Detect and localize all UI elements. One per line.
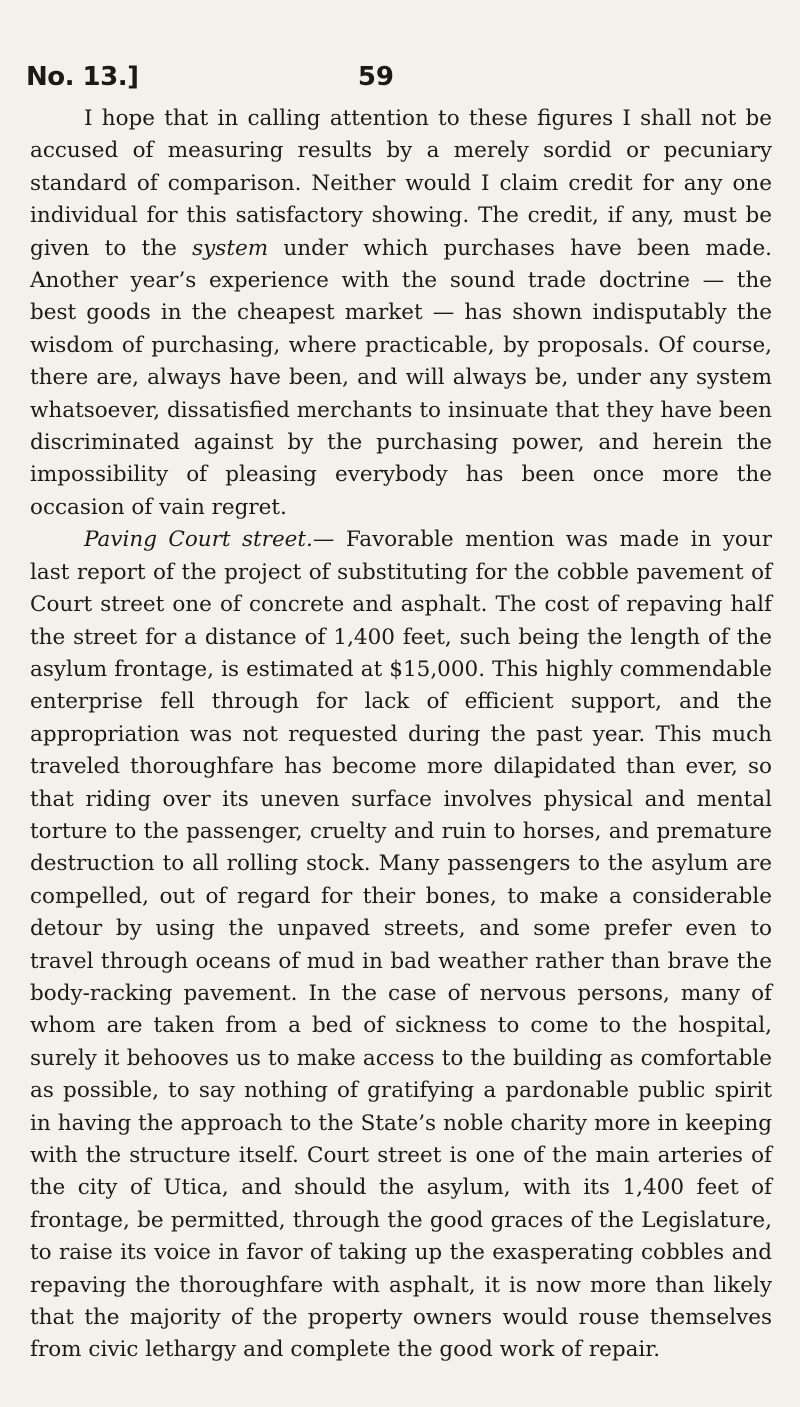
emphasis-system: system [192, 235, 269, 261]
body-text [30, 103, 772, 1367]
paragraph-paving-court-street [30, 524, 772, 1367]
paragraph-text: under which purchases have been made. Another year’s experience with the sound trade doctrine — the best goods in the cheapest market — has shown indisputably the wisdom of purchasing, where practicable, by proposals. Of course, there are, always have been, and will always be, under any system whatsoever, dissatisfied merchants to insinuate that they have been discriminated against by the purchasing power, and herein the impossibility of pleasing everybody has been once more the occasion of vain regret. [30, 235, 773, 520]
paragraph-text: — Favorable mention was made in your last report of the project of substituting for the cobble pavement of Court street one of concrete and asphalt. The cost of repaving half the street for a distance of 1,400 feet, such being the length of the asylum frontage, is estimated at $15,000. This highly commendable enterprise fell through for lack of efficient support, and the appropriation was not requested during the past year. This much traveled thoroughfare has become more dilapidated than ever, so that riding over its uneven surface involves physical and mental torture to the passenger, cruelty and ruin to horses, and premature destruction to all rolling stock. Many passengers to the asylum are compelled, out of regard for their bones, to make a considerable detour by using the unpaved streets, and some prefer even to travel through oceans of mud in bad weather rather than brave the body-racking pavement. In the case of nervous persons, many of whom are taken from a bed of sickness to come to the hospital, surely it behooves us to make access to the building as comfortable as possible, to say nothing of gratifying a pardonable public spirit in having the approach to the State’s noble charity more in keeping with the structure itself. Court street is one of the main arteries of the city of Utica, and should the asylum, with its 1,400 feet of frontage, be permitted, through the good graces of the Legislature, to raise its voice in favor of taking up the exasperating cobbles and repaving the thoroughfare with asphalt, it is now more than likely that the majority of the property owners would rouse themselves from civic lethargy and complete the good work of repair. [30, 527, 772, 1363]
paragraph-text: I hope that in calling attention to these figures I shall not be accused of measuring results by a merely sordid or pecuniary standard of comparison. Neither would I claim credit for any one individual for this satisfactory showing. The credit, if any, must be given to the [30, 106, 772, 261]
section-heading-paving-court-street: Paving Court street. [84, 527, 313, 553]
running-head [26, 62, 394, 94]
issue-number: No. 13.] [26, 62, 139, 92]
page-number: 59 [357, 62, 394, 92]
paragraph-purchasing [30, 103, 772, 524]
